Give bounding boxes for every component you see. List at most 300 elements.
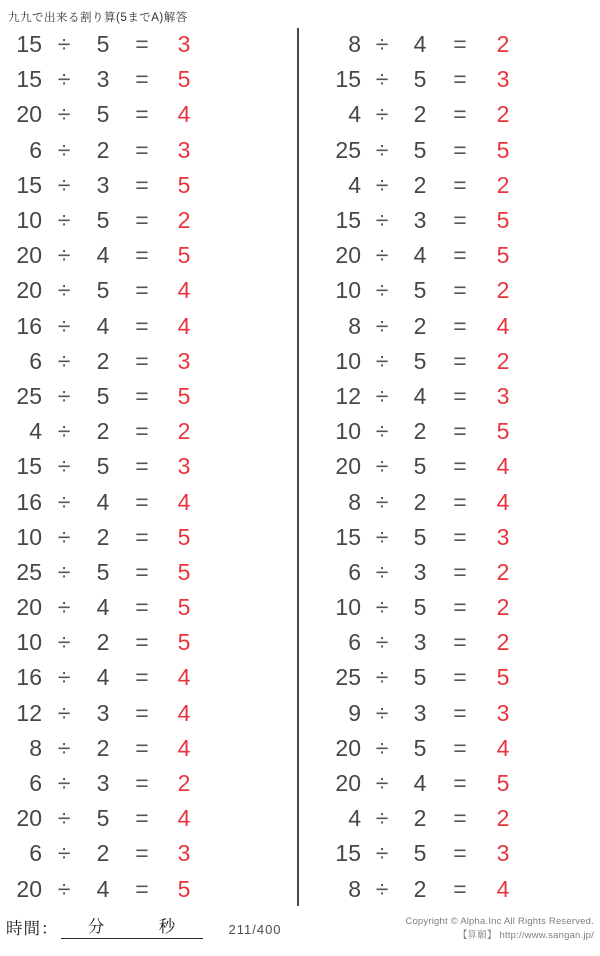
- copyright-line1: Copyright © Alpha.Inc All Rights Reserved.: [405, 916, 594, 927]
- time-label: 時間：: [6, 919, 59, 938]
- divide-icon: ÷: [57, 594, 71, 621]
- dividend: 4: [348, 101, 361, 128]
- divide-icon: ÷: [375, 629, 389, 656]
- equals-sign: =: [135, 66, 149, 93]
- divide-icon: ÷: [375, 770, 389, 797]
- divisor: 3: [96, 770, 110, 797]
- answer: 3: [496, 840, 510, 867]
- equals-sign: =: [135, 171, 149, 198]
- dividend: 6: [29, 347, 42, 374]
- answer: 2: [496, 629, 510, 656]
- equals-sign: =: [453, 207, 467, 234]
- division-problem-row: [333, 801, 600, 836]
- dividend: 8: [348, 312, 361, 339]
- answer: 5: [177, 594, 191, 621]
- answer: 5: [177, 242, 191, 269]
- division-problem-row: [8, 660, 297, 695]
- answer: 3: [177, 136, 191, 163]
- minutes-label: 分: [87, 917, 105, 936]
- dividend: 15: [335, 207, 361, 234]
- divisor: 2: [96, 840, 110, 867]
- dividend: 9: [348, 699, 361, 726]
- division-problem-row: [8, 696, 297, 731]
- divisor: 4: [96, 594, 110, 621]
- dividend: 20: [16, 594, 42, 621]
- divide-icon: ÷: [375, 418, 389, 445]
- footer: [0, 907, 600, 956]
- dividend: 15: [335, 66, 361, 93]
- division-problem-row: [333, 62, 600, 97]
- dividend: 8: [348, 31, 361, 58]
- answer: 5: [177, 66, 191, 93]
- divide-icon: ÷: [57, 699, 71, 726]
- divisor: 4: [96, 875, 110, 902]
- divisor: 5: [413, 594, 427, 621]
- divisor: 5: [96, 101, 110, 128]
- answer: 3: [177, 840, 191, 867]
- divide-icon: ÷: [375, 101, 389, 128]
- equals-sign: =: [135, 805, 149, 832]
- answer: 5: [177, 629, 191, 656]
- divisor: 5: [413, 136, 427, 163]
- division-problem-row: [333, 27, 600, 62]
- dividend: 10: [16, 207, 42, 234]
- division-problem-row: [333, 344, 600, 379]
- divide-icon: ÷: [57, 347, 71, 374]
- equals-sign: =: [453, 242, 467, 269]
- equals-sign: =: [135, 31, 149, 58]
- divisor: 4: [96, 312, 110, 339]
- divide-icon: ÷: [57, 171, 71, 198]
- divide-icon: ÷: [375, 734, 389, 761]
- dividend: 10: [335, 418, 361, 445]
- divisor: 2: [96, 136, 110, 163]
- dividend: 15: [16, 66, 42, 93]
- column-divider: [297, 28, 299, 906]
- divisor: 5: [96, 277, 110, 304]
- copyright: [405, 913, 594, 942]
- division-problem-row: [333, 625, 600, 660]
- dividend: 6: [348, 558, 361, 585]
- answer: 5: [496, 136, 510, 163]
- answer: 2: [177, 418, 191, 445]
- divisor: 4: [413, 242, 427, 269]
- dividend: 20: [335, 734, 361, 761]
- dividend: 20: [335, 453, 361, 480]
- divisor: 3: [413, 629, 427, 656]
- division-problem-row: [333, 520, 600, 555]
- dividend: 8: [348, 875, 361, 902]
- divide-icon: ÷: [57, 875, 71, 902]
- divide-icon: ÷: [375, 66, 389, 93]
- dividend: 4: [29, 418, 42, 445]
- divide-icon: ÷: [375, 875, 389, 902]
- equals-sign: =: [135, 699, 149, 726]
- divisor: 2: [96, 418, 110, 445]
- equals-sign: =: [135, 242, 149, 269]
- dividend: 25: [16, 382, 42, 409]
- answer: 4: [496, 488, 510, 515]
- answer: 4: [496, 312, 510, 339]
- division-problem-row: [333, 379, 600, 414]
- seconds-label: 秒: [158, 917, 176, 936]
- answer: 5: [496, 770, 510, 797]
- equals-sign: =: [135, 453, 149, 480]
- dividend: 15: [16, 453, 42, 480]
- dividend: 10: [16, 523, 42, 550]
- divisor: 2: [413, 418, 427, 445]
- division-problem-row: [8, 520, 297, 555]
- division-problem-row: [333, 766, 600, 801]
- dividend: 4: [348, 171, 361, 198]
- equals-sign: =: [135, 558, 149, 585]
- equals-sign: =: [453, 136, 467, 163]
- equals-sign: =: [453, 699, 467, 726]
- equals-sign: =: [453, 629, 467, 656]
- division-problem-row: [8, 872, 297, 907]
- equals-sign: =: [453, 277, 467, 304]
- equals-sign: =: [453, 418, 467, 445]
- divisor: 5: [413, 66, 427, 93]
- dividend: 15: [16, 171, 42, 198]
- divisor: 5: [413, 664, 427, 691]
- divide-icon: ÷: [375, 242, 389, 269]
- equals-sign: =: [135, 875, 149, 902]
- dividend: 20: [16, 277, 42, 304]
- divisor: 2: [413, 101, 427, 128]
- dividend: 6: [29, 136, 42, 163]
- answer: 2: [496, 558, 510, 585]
- divide-icon: ÷: [57, 664, 71, 691]
- answer: 3: [177, 347, 191, 374]
- dividend: 20: [335, 242, 361, 269]
- division-problem-row: [333, 203, 600, 238]
- divisor: 5: [96, 31, 110, 58]
- division-problem-row: [333, 309, 600, 344]
- equals-sign: =: [135, 101, 149, 128]
- division-problem-row: [8, 97, 297, 132]
- equals-sign: =: [135, 840, 149, 867]
- answer: 4: [177, 488, 191, 515]
- answer: 3: [496, 382, 510, 409]
- divisor: 2: [96, 629, 110, 656]
- dividend: 12: [16, 699, 42, 726]
- division-problem-row: [8, 344, 297, 379]
- divide-icon: ÷: [57, 453, 71, 480]
- answer: 5: [177, 523, 191, 550]
- equals-sign: =: [453, 558, 467, 585]
- time-answer-line: [61, 913, 203, 939]
- equals-sign: =: [135, 664, 149, 691]
- answer: 5: [177, 558, 191, 585]
- divisor: 2: [413, 488, 427, 515]
- dividend: 6: [29, 770, 42, 797]
- answer: 2: [177, 207, 191, 234]
- divide-icon: ÷: [375, 805, 389, 832]
- divide-icon: ÷: [375, 347, 389, 374]
- dividend: 16: [16, 312, 42, 339]
- divide-icon: ÷: [375, 207, 389, 234]
- equals-sign: =: [453, 488, 467, 515]
- divisor: 5: [96, 453, 110, 480]
- divide-icon: ÷: [57, 734, 71, 761]
- dividend: 6: [348, 629, 361, 656]
- answer: 4: [496, 734, 510, 761]
- divide-icon: ÷: [57, 66, 71, 93]
- division-problem-row: [333, 872, 600, 907]
- dividend: 6: [29, 840, 42, 867]
- answer: 3: [177, 31, 191, 58]
- divisor: 5: [96, 382, 110, 409]
- answer: 2: [177, 770, 191, 797]
- division-problem-row: [8, 590, 297, 625]
- dividend: 25: [335, 664, 361, 691]
- division-problem-row: [333, 836, 600, 871]
- dividend: 10: [335, 277, 361, 304]
- dividend: 15: [335, 840, 361, 867]
- divide-icon: ÷: [57, 101, 71, 128]
- divisor: 5: [413, 453, 427, 480]
- dividend: 12: [335, 382, 361, 409]
- answer: 4: [177, 101, 191, 128]
- equals-sign: =: [453, 594, 467, 621]
- division-problem-row: [8, 484, 297, 519]
- divisor: 5: [96, 805, 110, 832]
- answer: 2: [496, 805, 510, 832]
- division-problem-row: [333, 97, 600, 132]
- divisor: 2: [413, 171, 427, 198]
- divide-icon: ÷: [57, 805, 71, 832]
- dividend: 20: [16, 875, 42, 902]
- dividend: 15: [16, 31, 42, 58]
- divisor: 5: [96, 558, 110, 585]
- divide-icon: ÷: [57, 770, 71, 797]
- divide-icon: ÷: [57, 242, 71, 269]
- divide-icon: ÷: [57, 558, 71, 585]
- dividend: 16: [16, 664, 42, 691]
- equals-sign: =: [453, 523, 467, 550]
- equals-sign: =: [135, 523, 149, 550]
- divisor: 5: [413, 347, 427, 374]
- dividend: 10: [335, 594, 361, 621]
- answer: 5: [177, 171, 191, 198]
- divisor: 4: [96, 242, 110, 269]
- answer: 4: [177, 277, 191, 304]
- equals-sign: =: [453, 382, 467, 409]
- answer: 5: [496, 418, 510, 445]
- equals-sign: =: [453, 770, 467, 797]
- divide-icon: ÷: [375, 840, 389, 867]
- answer: 5: [177, 382, 191, 409]
- divide-icon: ÷: [375, 277, 389, 304]
- divisor: 2: [413, 875, 427, 902]
- divide-icon: ÷: [375, 699, 389, 726]
- page-number: 211/400: [228, 922, 282, 937]
- division-problem-row: [333, 660, 600, 695]
- answer: 5: [496, 242, 510, 269]
- equals-sign: =: [453, 805, 467, 832]
- divide-icon: ÷: [375, 488, 389, 515]
- divisor: 2: [413, 312, 427, 339]
- answer: 3: [496, 66, 510, 93]
- divide-icon: ÷: [57, 629, 71, 656]
- answer: 4: [177, 699, 191, 726]
- dividend: 8: [348, 488, 361, 515]
- dividend: 25: [335, 136, 361, 163]
- answer: 5: [496, 664, 510, 691]
- answer: 4: [177, 734, 191, 761]
- answer: 4: [177, 805, 191, 832]
- divide-icon: ÷: [375, 171, 389, 198]
- divisor: 3: [96, 66, 110, 93]
- answer: 3: [496, 699, 510, 726]
- equals-sign: =: [453, 31, 467, 58]
- divisor: 2: [96, 347, 110, 374]
- division-problem-row: [8, 168, 297, 203]
- answer: 2: [496, 31, 510, 58]
- divisor: 4: [413, 31, 427, 58]
- division-problem-row: [8, 203, 297, 238]
- divide-icon: ÷: [57, 382, 71, 409]
- problems-column-left: [0, 27, 297, 907]
- equals-sign: =: [453, 171, 467, 198]
- equals-sign: =: [135, 382, 149, 409]
- equals-sign: =: [135, 136, 149, 163]
- divide-icon: ÷: [375, 594, 389, 621]
- equals-sign: =: [453, 875, 467, 902]
- divide-icon: ÷: [375, 664, 389, 691]
- dividend: 4: [348, 805, 361, 832]
- division-problem-row: [8, 555, 297, 590]
- equals-sign: =: [453, 101, 467, 128]
- dividend: 15: [335, 523, 361, 550]
- division-problem-row: [333, 449, 600, 484]
- division-problem-row: [8, 273, 297, 308]
- division-problem-row: [8, 731, 297, 766]
- divisor: 3: [96, 699, 110, 726]
- division-problem-row: [8, 238, 297, 273]
- division-problem-row: [333, 590, 600, 625]
- equals-sign: =: [453, 734, 467, 761]
- division-problem-row: [8, 801, 297, 836]
- equals-sign: =: [135, 418, 149, 445]
- answer: 5: [496, 207, 510, 234]
- division-problem-row: [8, 309, 297, 344]
- equals-sign: =: [135, 594, 149, 621]
- dividend: 10: [16, 629, 42, 656]
- division-problem-row: [8, 133, 297, 168]
- problems-area: [0, 27, 600, 907]
- answer: 5: [177, 875, 191, 902]
- divide-icon: ÷: [375, 558, 389, 585]
- divide-icon: ÷: [375, 523, 389, 550]
- divide-icon: ÷: [57, 31, 71, 58]
- equals-sign: =: [453, 453, 467, 480]
- dividend: 25: [16, 558, 42, 585]
- answer: 2: [496, 347, 510, 374]
- division-problem-row: [333, 133, 600, 168]
- divide-icon: ÷: [375, 31, 389, 58]
- copyright-line2: 【算願】 http://www.sangan.jp/: [457, 929, 594, 941]
- dividend: 20: [16, 101, 42, 128]
- problems-column-right: [299, 27, 600, 907]
- divisor: 3: [413, 699, 427, 726]
- divide-icon: ÷: [57, 312, 71, 339]
- equals-sign: =: [135, 277, 149, 304]
- answer: 2: [496, 594, 510, 621]
- divisor: 2: [413, 805, 427, 832]
- page-title: 九九で出来る割り算(5までA)解答: [8, 12, 188, 24]
- answer: 4: [177, 312, 191, 339]
- equals-sign: =: [135, 734, 149, 761]
- divide-icon: ÷: [375, 312, 389, 339]
- answer: 2: [496, 277, 510, 304]
- divisor: 4: [96, 488, 110, 515]
- division-problem-row: [8, 414, 297, 449]
- equals-sign: =: [135, 207, 149, 234]
- division-problem-row: [8, 766, 297, 801]
- divisor: 3: [96, 171, 110, 198]
- division-problem-row: [333, 696, 600, 731]
- answer: 4: [496, 453, 510, 480]
- division-problem-row: [333, 414, 600, 449]
- division-problem-row: [333, 484, 600, 519]
- equals-sign: =: [453, 840, 467, 867]
- equals-sign: =: [453, 347, 467, 374]
- divisor: 5: [96, 207, 110, 234]
- dividend: 16: [16, 488, 42, 515]
- division-problem-row: [8, 449, 297, 484]
- division-problem-row: [8, 62, 297, 97]
- division-problem-row: [333, 238, 600, 273]
- divisor: 3: [413, 558, 427, 585]
- divide-icon: ÷: [57, 488, 71, 515]
- answer: 4: [496, 875, 510, 902]
- dividend: 20: [16, 242, 42, 269]
- division-problem-row: [333, 731, 600, 766]
- division-problem-row: [333, 273, 600, 308]
- answer: 2: [496, 171, 510, 198]
- answer: 2: [496, 101, 510, 128]
- divide-icon: ÷: [57, 418, 71, 445]
- equals-sign: =: [453, 664, 467, 691]
- divisor: 2: [96, 523, 110, 550]
- equals-sign: =: [135, 770, 149, 797]
- divisor: 5: [413, 734, 427, 761]
- divisor: 5: [413, 840, 427, 867]
- time-entry-row: [6, 913, 282, 939]
- equals-sign: =: [135, 488, 149, 515]
- division-problem-row: [8, 836, 297, 871]
- divide-icon: ÷: [375, 382, 389, 409]
- divide-icon: ÷: [375, 136, 389, 163]
- answer: 4: [177, 664, 191, 691]
- divide-icon: ÷: [57, 136, 71, 163]
- dividend: 10: [335, 347, 361, 374]
- division-problem-row: [333, 168, 600, 203]
- divide-icon: ÷: [375, 453, 389, 480]
- equals-sign: =: [135, 629, 149, 656]
- division-problem-row: [8, 27, 297, 62]
- divisor: 2: [96, 734, 110, 761]
- divisor: 4: [413, 382, 427, 409]
- answer: 3: [177, 453, 191, 480]
- divide-icon: ÷: [57, 523, 71, 550]
- division-problem-row: [8, 379, 297, 414]
- equals-sign: =: [453, 312, 467, 339]
- division-problem-row: [333, 555, 600, 590]
- division-problem-row: [8, 625, 297, 660]
